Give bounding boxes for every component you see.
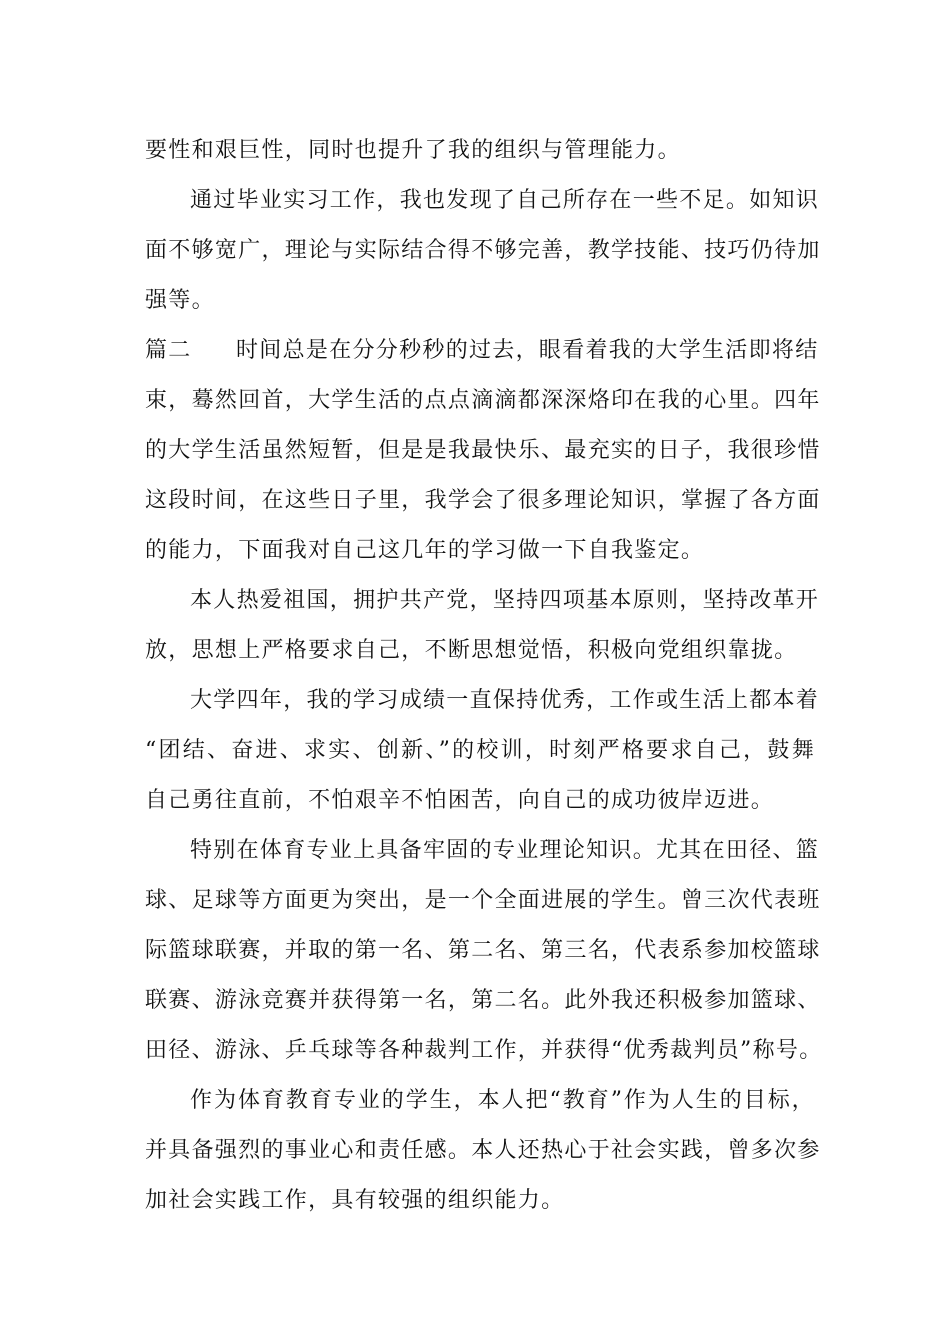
text-line: 面不够宽广，理论与实际结合得不够完善，教学技能、技巧仍待加	[145, 238, 821, 263]
text-line: 并具备强烈的事业心和责任感。本人还热心于社会实践，曾多次参	[145, 1138, 821, 1163]
text-line: 作为体育教育专业的学生，本人把“教育”作为人生的目标，	[190, 1088, 815, 1113]
text-line: “团结、奋进、求实、创新、”的校训，时刻严格要求自己，鼓舞	[145, 738, 815, 763]
text-line: 强等。	[145, 288, 215, 313]
text-line: 这段时间，在这些日子里，我学会了很多理论知识，掌握了各方面	[145, 488, 821, 513]
text-line: 时间总是在分分秒秒的过去，眼看着我的大学生活即将结	[236, 338, 819, 363]
text-line: 田径、游泳、乒乓球等各种裁判工作，并获得“优秀裁判员”称号。	[145, 1038, 823, 1063]
text-line: 际篮球联赛，并取的第一名、第二名、第三名，代表系参加校篮球	[145, 938, 821, 963]
text-line: 通过毕业实习工作，我也发现了自己所存在一些不足。如知识	[190, 188, 820, 213]
text-line: 加社会实践工作，具有较强的组织能力。	[145, 1188, 565, 1213]
text-line: 特别在体育专业上具备牢固的专业理论知识。尤其在田径、篮	[190, 838, 820, 863]
text-line: 的大学生活虽然短暂，但是是我最快乐、最充实的日子，我很珍惜	[145, 438, 821, 463]
text-line: 自己勇往直前，不怕艰辛不怕困苦，向自己的成功彼岸迈进。	[145, 788, 775, 813]
text-line: 联赛、游泳竞赛并获得第一名，第二名。此外我还积极参加篮球、	[145, 988, 821, 1013]
text-line: 球、足球等方面更为突出，是一个全面进展的学生。曾三次代表班	[145, 888, 821, 913]
text-line: 要性和艰巨性，同时也提升了我的组织与管理能力。	[145, 138, 681, 163]
text-line: 束，蓦然回首，大学生活的点点滴滴都深深烙印在我的心里。四年	[145, 388, 821, 413]
text-line: 本人热爱祖国，拥护共产党，坚持四项基本原则，坚持改革开	[190, 588, 820, 613]
text-line: 大学四年，我的学习成绩一直保持优秀，工作或生活上都本着	[190, 688, 820, 713]
text-line: 放，思想上严格要求自己，不断思想觉悟，积极向党组织靠拢。	[145, 638, 798, 663]
section-label: 篇二	[145, 338, 192, 363]
text-line: 的能力，下面我对自己这几年的学习做一下自我鉴定。	[145, 538, 705, 563]
